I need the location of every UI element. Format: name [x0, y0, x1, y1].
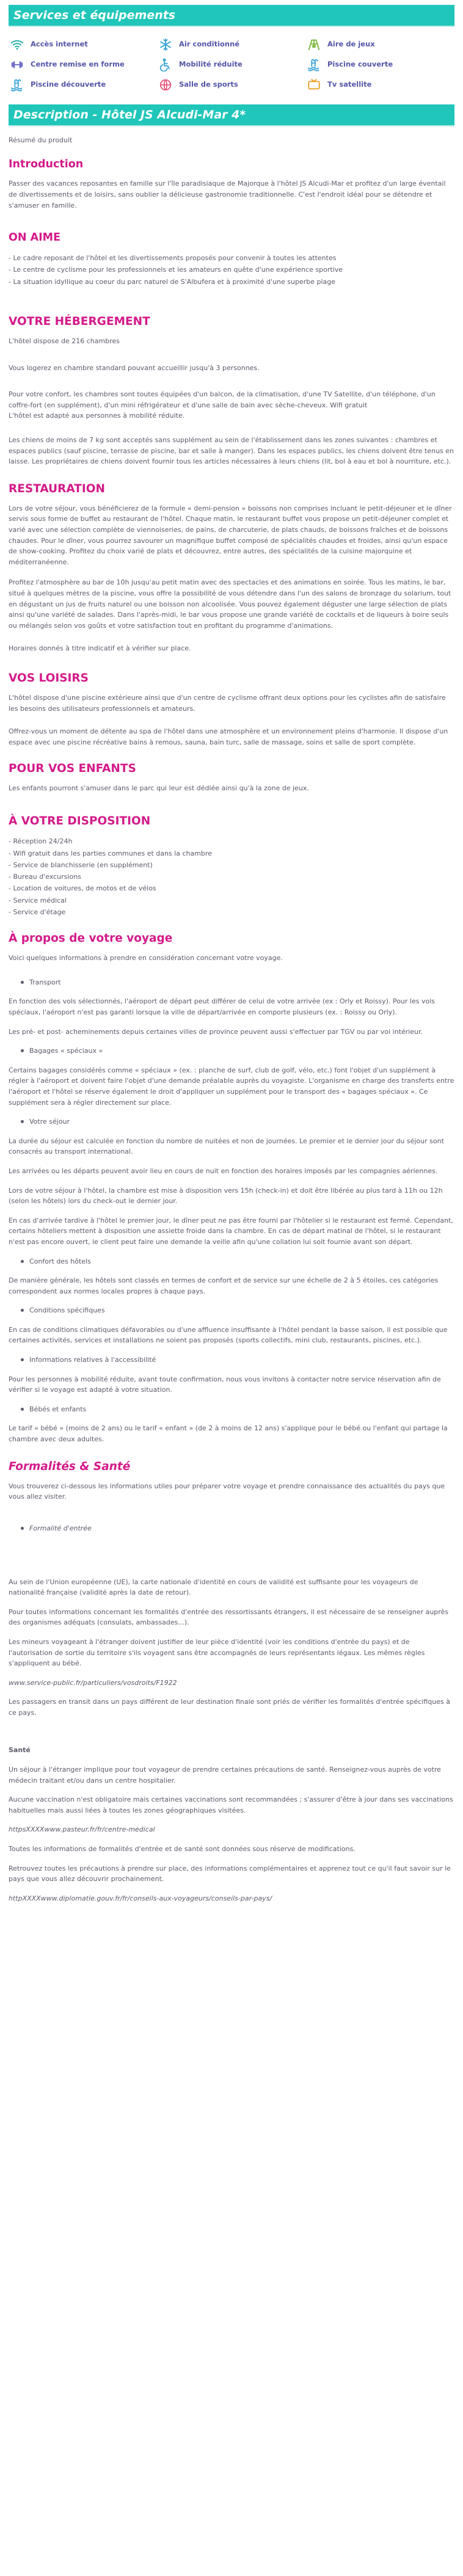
- sejour-para: Les arrivées ou les départs peuvent avoir lieu en cours de nuit en fonction des horaires imposés par les compagnies aériennes.: [9, 1166, 438, 1175]
- service-label: Piscine découverte: [31, 80, 106, 89]
- bebes-label: Bébés et enfants: [21, 1404, 454, 1415]
- resto-para: Horaires donnés à titre indicatif et à vérifier sur place.: [9, 644, 191, 653]
- services-grid: [9, 34, 454, 95]
- confort-para: De manière générale, les hôtels sont classés en termes de confort et de service sur une échelle de 2 à 5 étoiles, ces catégories correspondent aux normes locales propres à chaque pays.: [9, 1276, 439, 1295]
- services-header: Services et équipements: [9, 5, 454, 27]
- onaime-line: - Le centre de cyclisme pour les professionnels et les amateurs en quête d'une expérience sportive: [9, 266, 343, 274]
- sports-icon: [158, 78, 173, 92]
- dispo-line: - Wifi gratuit dans les parties communes et dans la chambre: [9, 849, 213, 857]
- dispo-line: - Service de blanchisserie (en supplément): [9, 860, 153, 869]
- heb-para: Les chiens de moins de 7 kg sont acceptés sans supplément au sein de l'établissement dans les zones suivantes : chambres et espaces publics (sauf piscine, terrasse de piscine, bar et salle à manger). Dans les espaces publics, les chiens doivent être tenus en laisse. Les propriétaires de chiens doivent fournir tous les articles nécessaires à leurs chiens (lit, bol à eau et bol à nourriture, etc.).: [9, 435, 454, 466]
- transport-para: En fonction des vols sélectionnés, l'aéroport de départ peut différer de celui de votre arrivée (ex : Orly et Roissy). Pour les vols spéciaux, l'aéroport n'est pas garanti lorsque la ville de départ/arrivée en comporte plusieurs (ex. : Roissy ou Orly).: [9, 997, 435, 1016]
- enfants-text: Les enfants pourront s'amuser dans le parc qui leur est dédiée ainsi qu'à la zone de jeux.: [9, 784, 309, 792]
- conditions-bullet-list: [9, 1305, 454, 1316]
- dispo-line: - Service d'étage: [9, 908, 66, 916]
- service-item: [157, 78, 305, 92]
- confort-label: Confort des hôtels: [21, 1256, 454, 1267]
- onaime-title: ON AIME: [9, 231, 61, 244]
- access-para: Pour les personnes à mobilité réduite, avant toute confirmation, nous vous invitons à contacter notre service réservation afin de vérifier si le voyage est adapté à votre situation.: [9, 1375, 441, 1394]
- enfants-title: POUR VOS ENFANTS: [9, 762, 136, 775]
- service-label: Mobilité réduite: [179, 60, 242, 69]
- loisirs-para: L'hôtel dispose d'une piscine extérieure ainsi que d'un centre de cyclisme offrant deux options pour les cyclistes afin de satisfaire les besoins des utilisateurs professionnels et amateurs.: [9, 694, 446, 713]
- services-row: [9, 54, 454, 75]
- service-item: [305, 78, 454, 92]
- heb-para: Vous logerez en chambre standard pouvant accueillir jusqu'à 3 personnes.: [9, 363, 260, 372]
- entree-bullet-list: [9, 1523, 454, 1534]
- sejour-para: La durée du séjour est calculée en fonction du nombre de nuitées et non de journées. Le premier et le dernier jour du séjour sont consacrés au transport international.: [9, 1137, 444, 1156]
- onaime-line: - Le cadre reposant de l'hôtel et les divertissements proposés pour convenir à toutes les attentes: [9, 254, 337, 263]
- onaime-section: [9, 231, 454, 288]
- sejour-label: Votre séjour: [21, 1116, 454, 1127]
- transport-para: Les pré- et post- acheminements depuis certaines villes de province peuvent aussi s'effectuer par TGV ou par voi intérieur.: [9, 1027, 423, 1036]
- service-item: [157, 37, 305, 52]
- access-bullet-list: [9, 1355, 454, 1366]
- pool-icon: [307, 57, 321, 72]
- sante-link[interactable]: httpXXXXwww.diplomatie.gouv.fr/fr/conseils-aux-voyageurs/conseils-par-pays/: [9, 1894, 272, 1902]
- sejour-bullet-list: [9, 1116, 454, 1127]
- access-label: Informations relatives à l'accessibilité: [21, 1355, 454, 1366]
- service-label: Salle de sports: [179, 80, 238, 89]
- tv-icon: [307, 78, 321, 92]
- service-item: [9, 78, 157, 92]
- entree-para: Les mineurs voyageant à l'étranger doivent justifier de leur pièce d'identité (voir les conditions d'entrée du pays) et de l'autorisation de sortie du territoire s'ils voyagent sans être accompagnés de leurs représentants légaux. Les mêmes règles s'appliquent au bébé.: [9, 1637, 425, 1668]
- service-label: Centre remise en forme: [31, 60, 125, 69]
- sante-para: Aucune vaccination n'est obligatoire mais certaines vaccinations sont recommandées ; s'assurer d'être à jour dans ses vaccinations habituelles mais aussi liées à toutes les zones géographiques visitées.: [9, 1796, 453, 1814]
- sante-para: Retrouvez toutes les précautions à prendre sur place, des informations complémentaires et apprenez tout ce qu'il faut savoir sur le pays que vous allez découvrir prochainement.: [9, 1864, 451, 1883]
- entree-para: Les passagers en transit dans un pays différent de leur destination finale sont priés de vérifier les formalités d'entrée spécifiques à ce pays.: [9, 1698, 450, 1717]
- bebes-bullet-list: [9, 1404, 454, 1415]
- entree-label: Formalité d'entrée: [21, 1523, 454, 1534]
- services-row: [9, 75, 454, 95]
- sante-para: Toutes les informations de formalités d'entrée et de santé sont données sous réserve de modifications.: [9, 1845, 355, 1854]
- loisirs-section: [9, 671, 454, 748]
- sante-para: Un séjour à l'étranger implique pour tout voyageur de prendre certaines précautions de santé. Renseignez-vous auprès de votre médecin traitant et/ou dans un centre hospitalier.: [9, 1766, 441, 1785]
- conditions-para: En cas de conditions climatiques défavorables ou d'une affluence insuffisante à l'hôtel pendant la basse saison, il est possible que certaines activités, services et installations ne soient pas proposés (sports collectifs, mini club, restaurants, piscines, etc.).: [9, 1325, 448, 1345]
- intro-text: Passer des vacances reposantes en famille sur l'île paradisiaque de Majorque à l'hôtel JS Alcudi-Mar et profitez d'un large éventail de divertissements et de loisirs, sans oublier la délicieuse gastronomie traditionnelle. C'est l'endroit idéal pour se détendre et s'amuser en famille.: [9, 180, 446, 209]
- heb-para: Pour votre confort, les chambres sont toutes équipées d'un balcon, de la climatisation, d'une TV Satellite, d'un téléphone, d'un coffre-fort (en supplément), d'un mini réfrigérateur et d'une salle de bain avec sèche-cheveux. Wifi gratuit: [9, 390, 436, 409]
- heb-para: L'hôtel est adapté aux personnes à mobilité réduite.: [9, 412, 185, 420]
- bagages-label: Bagages « spéciaux »: [21, 1046, 454, 1057]
- entree-para: Pour toutes informations concernant les formalités d'entrée des ressortissants étrangers, il est nécessaire de se renseigner auprès des organismes adéquats (consulats, ambassades...).: [9, 1607, 449, 1627]
- transport-label: Transport: [21, 977, 454, 988]
- dispo-line: - Réception 24/24h: [9, 837, 73, 846]
- dispo-line: - Service médical: [9, 896, 67, 904]
- wheelchair-icon: [158, 57, 173, 72]
- sante-link[interactable]: httpsXXXXwww.pasteur.fr/fr/centre-medical: [9, 1825, 155, 1834]
- formalites-section: [9, 1460, 454, 1904]
- service-label: Accès internet: [31, 40, 88, 49]
- product-summary: Résumé du produit: [9, 136, 73, 144]
- service-item: [305, 37, 454, 52]
- bebes-para: Le tarif « bébé » (moins de 2 ans) ou le tarif « enfant » (de 2 à moins de 12 ans) s'applique pour le bébé ou l'enfant qui partage la chambre avec deux adultes.: [9, 1424, 448, 1444]
- sejour-para: En cas d'arrivée tardive à l'hôtel le premier jour, le dîner peut ne pas être fourni par l'hôtelier si le restaurant est fermé. Cependant, certains hôteliers mettent à disposition une assiette froide dans la chambre. En cas de départ matinal de l'hôtel, si le restaurant n'est pas encore ouvert, le client peut faire une demande la veille afin qu'une collation lui soit fournie avant son départ.: [9, 1216, 453, 1246]
- formalites-intro: Vous trouverez ci-dessous les informations utiles pour préparer votre voyage et prendre connaissance des actualités du pays que vous allez visiter.: [9, 1482, 445, 1501]
- entree-link[interactable]: www.service-public.fr/particuliers/vosdroits/F1922: [9, 1678, 177, 1687]
- propos-section: [9, 931, 454, 1445]
- dispo-line: - Bureau d'excursions: [9, 873, 81, 881]
- playground-icon: [307, 37, 321, 52]
- bagages-bullet-list: [9, 1046, 454, 1057]
- services-row: [9, 34, 454, 54]
- transport-bullet-list: [9, 977, 454, 988]
- dispo-line: - Location de voitures, de motos et de vélos: [9, 884, 156, 893]
- service-item: [305, 57, 454, 72]
- service-label: Aire de jeux: [327, 40, 375, 49]
- resto-para: Profitez l'atmosphère au bar de 10h jusqu'au petit matin avec des spectacles et des animations en soirée. Tous les matins, le bar, situé à quelques mètres de la piscine, vous offre la possibilité de vous détendre dans l'un des salons de bronzage du solarium, tout en dégustant un jus de fruits naturel ou une boisson non alcoolisée. Vous pouvez également déguster une large sélection de plats ainsi qu'une variété de salades. Dans l'après-midi, le bar vous propose une grande variété de cocktails et de liqueurs à boire seuls ou mélangés selon vos goûts et votre satisfaction tout en profitant du programme d'animations.: [9, 578, 451, 630]
- propos-title: À propos de votre voyage: [9, 932, 173, 945]
- service-item: [9, 37, 157, 52]
- intro-title: Introduction: [9, 158, 84, 170]
- dispo-title: À VOTRE DISPOSITION: [9, 815, 151, 828]
- service-item: [157, 57, 305, 72]
- wifi-icon: [10, 37, 24, 52]
- service-item: [9, 57, 157, 72]
- intro-section: [9, 158, 454, 211]
- enfants-section: [9, 762, 454, 794]
- loisirs-title: VOS LOISIRS: [9, 672, 89, 685]
- resto-para: Lors de votre séjour, vous bénéficierez de la formule « demi-pension » boissons non comprises incluant le petit-déjeuner et le dîner servis sous forme de buffet au restaurant de l'hôtel. Chaque matin, le restaurant buffet vous propose un petit-déjeuner complet et varié avec une sélection complète de viennoiseries, de pains, de charcuterie, de plats chauds, de boissons fraîches et de boissons chaudes. Pour le dîner, vous pourrez savourer un magnifique buffet composé de spécialités chaudes et froides, ainsi qu'un espace de show-cooking. Profitez du choix varié de plats et découvrez, entre autres, des spécialités de la cuisine majorquine et méditerranéenne.: [9, 504, 452, 566]
- description-header: Description - Hôtel JS Alcudi-Mar 4*: [9, 104, 454, 126]
- pool-icon: [10, 78, 24, 92]
- hebergement-section: [9, 315, 454, 467]
- sejour-para: Lors de votre séjour à l'hôtel, la chambre est mise à disposition vers 15h (check-in) et doit être libérée au plus tard à 11h ou 12h (selon les hôtels) lors du check-out le dernier jour.: [9, 1186, 443, 1206]
- heb-para: L'hôtel dispose de 216 chambres: [9, 337, 120, 345]
- restauration-title: RESTAURATION: [9, 482, 105, 495]
- service-label: Air conditionné: [179, 40, 240, 49]
- snowflake-icon: [158, 37, 173, 52]
- loisirs-para: Offrez-vous un moment de détente au spa de l'hôtel dans une atmosphère et un environnement pleins d'harmonie. Il dispose d'un espace avec une piscine récréative bains à remous, sauna, bain turc, salle de massage, soins et salle de sport complète.: [9, 727, 448, 746]
- hebergement-title: VOTRE HÉBERGEMENT: [9, 315, 150, 328]
- formalites-title: Formalités & Santé: [9, 1460, 131, 1473]
- entree-para: Au sein de l'Union européenne (UE), la carte nationale d'identité en cours de validité est suffisante pour les voyageurs de nationalité française (validité après la date de retour).: [9, 1577, 418, 1597]
- restauration-section: [9, 482, 454, 654]
- sante-label: Santé: [9, 1746, 31, 1755]
- confort-bullet-list: [9, 1256, 454, 1267]
- service-label: Piscine couverte: [327, 60, 393, 69]
- dispo-section: [9, 814, 454, 918]
- propos-intro: Voici quelques informations à prendre en considération concernant votre voyage.: [9, 954, 283, 962]
- onaime-line: - La situation idyllique au coeur du parc naturel de S'Albufera et à proximité d'une superbe plage: [9, 277, 336, 286]
- service-label: Tv satellite: [327, 80, 372, 89]
- conditions-label: Conditions spécifiques: [21, 1305, 454, 1316]
- dumbbell-icon: [10, 57, 24, 72]
- bagages-para: Certains bagages considérés comme « spéciaux » (ex. : planche de surf, club de golf, vélo, etc.) font l'objet d'un supplément à régler à l'aéroport et doivent faire l'objet d'une demande préalable auprès du voyagiste. L'organisme en charge des transferts entre l'aéroport et l'hôtel se réserve également le droit d'appliquer un supplément pour le transport des « bagages spéciaux ». Ce supplément sera à régler directement sur place.: [9, 1066, 454, 1107]
